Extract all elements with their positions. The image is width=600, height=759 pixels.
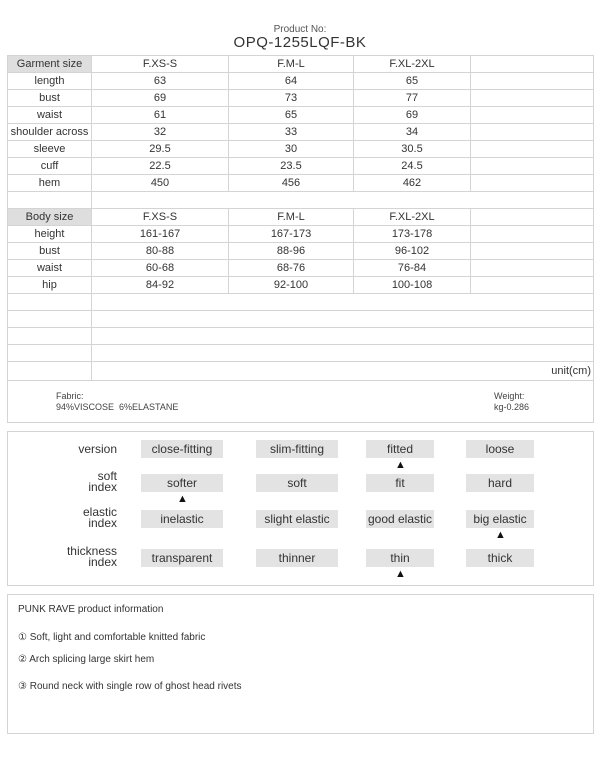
- measurement-value: 61: [92, 107, 229, 124]
- weight-value: kg-0.286: [494, 402, 530, 412]
- measurement-value: 24.5: [354, 158, 471, 175]
- measurement-label: height: [8, 226, 92, 243]
- measurement-label: bust: [8, 90, 92, 107]
- measurement-value: 173-178: [354, 226, 471, 243]
- info-item: ① Soft, light and comfortable knitted fabric: [18, 632, 206, 643]
- measurement-value: 65: [354, 73, 471, 90]
- selected-marker-icon: ▲: [177, 493, 188, 505]
- measurement-label: hem: [8, 175, 92, 192]
- body-header-label: Body size: [8, 209, 92, 226]
- garment-header-label: Garment size: [8, 56, 92, 73]
- index-label: [9, 471, 117, 493]
- size-column-header: F.XL-2XL: [354, 56, 471, 73]
- garment-header-row: [8, 56, 594, 73]
- index-option: loose: [466, 440, 534, 458]
- info-title: PUNK RAVE product information: [18, 604, 164, 615]
- index-label: [9, 546, 117, 568]
- index-option: fitted: [366, 440, 434, 458]
- measurement-value: 161-167: [92, 226, 229, 243]
- measurement-label: cuff: [8, 158, 92, 175]
- measurement-value: 65: [229, 107, 354, 124]
- measurement-label: shoulder across: [8, 124, 92, 141]
- weight-label: Weight:: [494, 391, 525, 401]
- measurement-label: bust: [8, 243, 92, 260]
- table-row: [8, 124, 594, 141]
- info-item: ③ Round neck with single row of ghost head rivets: [18, 681, 242, 692]
- measurement-value: 69: [92, 90, 229, 107]
- table-row: [8, 90, 594, 107]
- table-row: [8, 175, 594, 192]
- measurement-value: 167-173: [229, 226, 354, 243]
- size-column-header: F.XS-S: [92, 56, 229, 73]
- body-rows: [8, 226, 594, 294]
- index-option: fit: [366, 474, 434, 492]
- index-option: hard: [466, 474, 534, 492]
- unit-row: [8, 362, 594, 381]
- measurement-value: 30: [229, 141, 354, 158]
- index-option: big elastic: [466, 510, 534, 528]
- measurement-label: waist: [8, 107, 92, 124]
- measurement-value: 76-84: [354, 260, 471, 277]
- index-option: good elastic: [367, 512, 433, 526]
- measurement-value: 60-68: [92, 260, 229, 277]
- empty-row: [8, 328, 594, 345]
- index-label-line: index: [88, 555, 117, 569]
- size-column-header: F.M-L: [229, 56, 354, 73]
- index-option: slim-fitting: [256, 440, 338, 458]
- measurement-value: 34: [354, 124, 471, 141]
- index-label: [9, 507, 117, 529]
- index-option: thick: [466, 549, 534, 567]
- measurement-value: 96-102: [354, 243, 471, 260]
- size-column-header: F.XS-S: [92, 209, 229, 226]
- selected-marker-icon: ▲: [495, 529, 506, 541]
- measurement-value: 68-76: [229, 260, 354, 277]
- measurement-label: hip: [8, 277, 92, 294]
- index-option: thin: [366, 549, 434, 567]
- info-item: ② Arch splicing large skirt hem: [18, 654, 155, 665]
- index-option: softer: [141, 474, 223, 492]
- selected-marker-icon: ▲: [395, 459, 406, 471]
- measurement-value: 88-96: [229, 243, 354, 260]
- measurement-label: sleeve: [8, 141, 92, 158]
- measurement-value: 80-88: [92, 243, 229, 260]
- table-row: [8, 260, 594, 277]
- index-label-line: thickness: [66, 544, 117, 558]
- measurement-value: 30.5: [354, 141, 471, 158]
- measurement-value: 64: [229, 73, 354, 90]
- table-row: [8, 107, 594, 124]
- measurement-value: 450: [92, 175, 229, 192]
- body-header-row: [8, 209, 594, 226]
- index-option: slight elastic: [256, 510, 338, 528]
- index-option: inelastic: [141, 510, 223, 528]
- product-info-box: [7, 594, 594, 734]
- garment-rows: [8, 73, 594, 192]
- measurement-value: 77: [354, 90, 471, 107]
- table-row: [8, 277, 594, 294]
- size-column-header: F.XL-2XL: [354, 209, 471, 226]
- size-table: [7, 55, 594, 381]
- table-row: [8, 243, 594, 260]
- index-label-line: index: [88, 516, 117, 530]
- measurement-value: 100-108: [354, 277, 471, 294]
- unit-label: unit(cm): [92, 362, 594, 381]
- product-no-label: Product No:: [273, 24, 327, 35]
- spacer-row: [8, 192, 594, 209]
- index-option: soft: [256, 474, 338, 492]
- measurement-value: 73: [229, 90, 354, 107]
- measurement-value: 92-100: [229, 277, 354, 294]
- measurement-value: 84-92: [92, 277, 229, 294]
- measurement-value: 462: [354, 175, 471, 192]
- table-row: [8, 141, 594, 158]
- index-label-line: elastic: [82, 505, 117, 519]
- fit-index-box: [7, 431, 594, 586]
- empty-row: [8, 311, 594, 328]
- product-code: OPQ-1255LQF-BK: [233, 34, 367, 51]
- index-label-line: soft: [97, 469, 117, 483]
- index-option: close-fitting: [141, 440, 223, 458]
- measurement-value: 69: [354, 107, 471, 124]
- measurement-value: 23.5: [229, 158, 354, 175]
- measurement-value: 32: [92, 124, 229, 141]
- fabric-box: [7, 380, 594, 423]
- index-label-line: index: [88, 480, 117, 494]
- measurement-value: 22.5: [92, 158, 229, 175]
- selected-marker-icon: ▲: [395, 568, 406, 580]
- measurement-value: 33: [229, 124, 354, 141]
- empty-row: [8, 294, 594, 311]
- index-option: transparent: [141, 549, 223, 567]
- table-row: [8, 158, 594, 175]
- fabric-label: Fabric:: [56, 391, 84, 401]
- measurement-value: 456: [229, 175, 354, 192]
- index-label: [9, 444, 117, 455]
- table-row: [8, 226, 594, 243]
- measurement-value: 29.5: [92, 141, 229, 158]
- empty-row: [8, 345, 594, 362]
- measurement-value: 63: [92, 73, 229, 90]
- fabric-value: 94%VISCOSE 6%ELASTANE: [56, 402, 179, 412]
- table-row: [8, 73, 594, 90]
- size-column-header: F.M-L: [229, 209, 354, 226]
- measurement-label: length: [8, 73, 92, 90]
- index-option: thinner: [256, 549, 338, 567]
- measurement-label: waist: [8, 260, 92, 277]
- index-label-line: version: [78, 442, 117, 456]
